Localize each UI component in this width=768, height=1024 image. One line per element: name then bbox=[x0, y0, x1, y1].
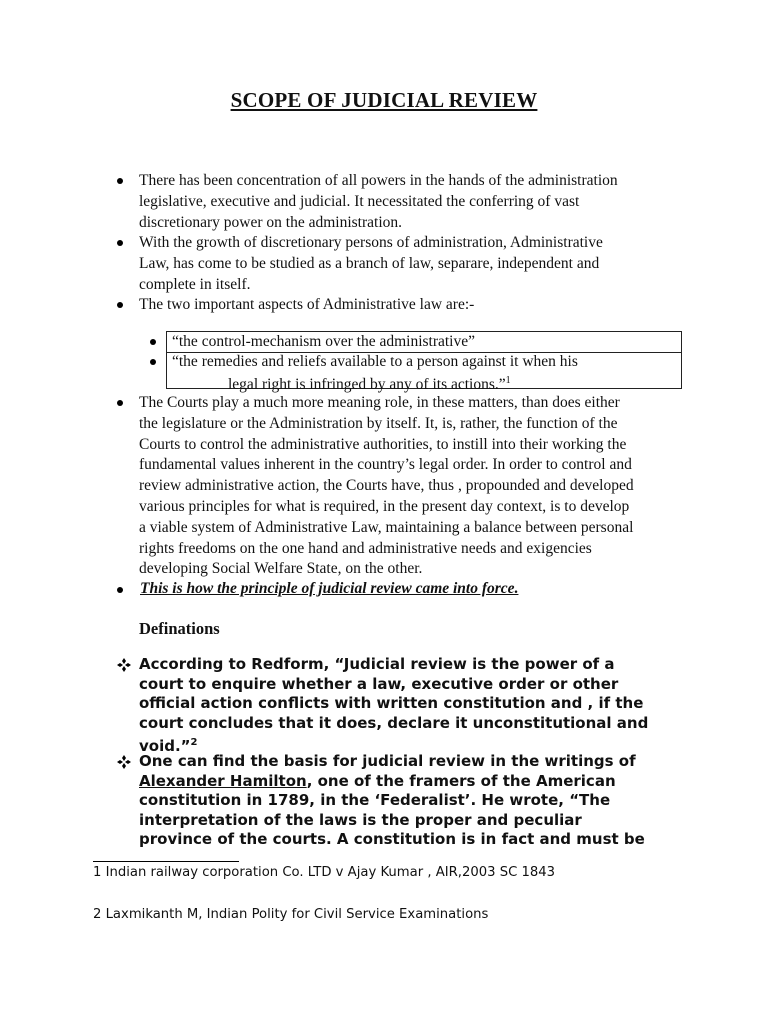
text-line: province of the courts. A constitution is in fact and must be bbox=[139, 830, 645, 848]
text-line: The Courts play a much more meaning role, in these matters, than does either bbox=[139, 394, 620, 411]
author-link[interactable]: Alexander Hamilton bbox=[139, 771, 307, 790]
text-line: According to Redform, “Judicial review is the power of a bbox=[139, 655, 615, 673]
text-line: Courts to control the administrative authorities, to instill into their working the bbox=[139, 435, 627, 453]
bullet-icon bbox=[117, 587, 123, 593]
diamond-bullet-icon bbox=[117, 755, 131, 769]
text-line: court concludes that it does, declare it unconstitutional and bbox=[139, 713, 649, 732]
text-line: official action conflicts with written constitution and , if the bbox=[139, 694, 644, 712]
aspect-item: “the control-mechanism over the administrative” bbox=[172, 333, 475, 350]
aspect-item: “the remedies and reliefs available to a person against it when his bbox=[172, 353, 578, 370]
text-line: legislative, executive and judicial. It necessitated the conferring of vast bbox=[139, 192, 580, 210]
diamond-bullet-icon bbox=[117, 658, 131, 672]
aspect-item-continued bbox=[228, 371, 511, 395]
text-line: constitution in 1789, in the ‘Federalist’. He wrote, “The bbox=[139, 791, 611, 809]
section-heading: Definations bbox=[139, 619, 220, 638]
text-line: developing Social Welfare State, on the other. bbox=[139, 560, 423, 578]
text-line: complete in itself. bbox=[139, 275, 251, 293]
page-title: SCOPE OF JUDICIAL REVIEW bbox=[230, 88, 538, 112]
text-line: discretionary power on the administration. bbox=[139, 213, 403, 231]
bullet-icon bbox=[117, 178, 123, 184]
bullet-icon bbox=[150, 339, 156, 345]
text-line: With the growth of discretionary persons of administration, Administrative bbox=[139, 234, 603, 251]
text-fragment: , one of the framers of the American bbox=[306, 771, 616, 790]
text-fragment: void.” bbox=[139, 737, 191, 755]
text-line: There has been concentration of all powers in the hands of the administration bbox=[139, 172, 618, 189]
text-line: fundamental values inherent in the country’s legal order. In order to control and bbox=[139, 456, 632, 474]
text-line: Law, has come to be studied as a branch of law, separare, independent and bbox=[139, 254, 600, 272]
text-line: court to enquire whether a law, executive order or other bbox=[139, 674, 619, 693]
text-line: a viable system of Administrative Law, maintaining a balance between personal bbox=[139, 518, 634, 536]
footnote: 2 Laxmikanth M, Indian Polity for Civil Service Examinations bbox=[93, 907, 489, 922]
text-line: The two important aspects of Administrative law are:- bbox=[139, 296, 475, 313]
aspect-text: legal right is infringed by any of its actions.” bbox=[228, 376, 506, 393]
text-line: interpretation of the laws is the proper and peculiar bbox=[139, 810, 582, 829]
principle-statement: This is how the principle of judicial review came into force. bbox=[140, 580, 519, 597]
bullet-icon bbox=[117, 400, 123, 406]
text-line: One can find the basis for judicial review in the writings of bbox=[139, 752, 636, 770]
footnote-ref: 2 bbox=[190, 737, 198, 748]
bullet-icon bbox=[150, 359, 156, 365]
bullet-icon bbox=[117, 302, 123, 308]
text-line bbox=[139, 772, 645, 792]
footnote: 1 Indian railway corporation Co. LTD v Ajay Kumar , AIR,2003 SC 1843 bbox=[93, 865, 556, 880]
text-line: various principles for what is required, in the present day context, is to develop bbox=[139, 497, 630, 515]
text-line: the legislature or the Administration by itself. It, is, rather, the function of the bbox=[139, 414, 618, 432]
footnote-ref: 1 bbox=[505, 375, 511, 386]
footnote-separator bbox=[93, 861, 239, 862]
text-line: review administrative action, the Courts have, thus , propounded and developed bbox=[139, 477, 634, 495]
bullet-icon bbox=[117, 240, 123, 246]
text-line: rights freedoms on the one hand and administrative needs and exigencies bbox=[139, 539, 592, 557]
